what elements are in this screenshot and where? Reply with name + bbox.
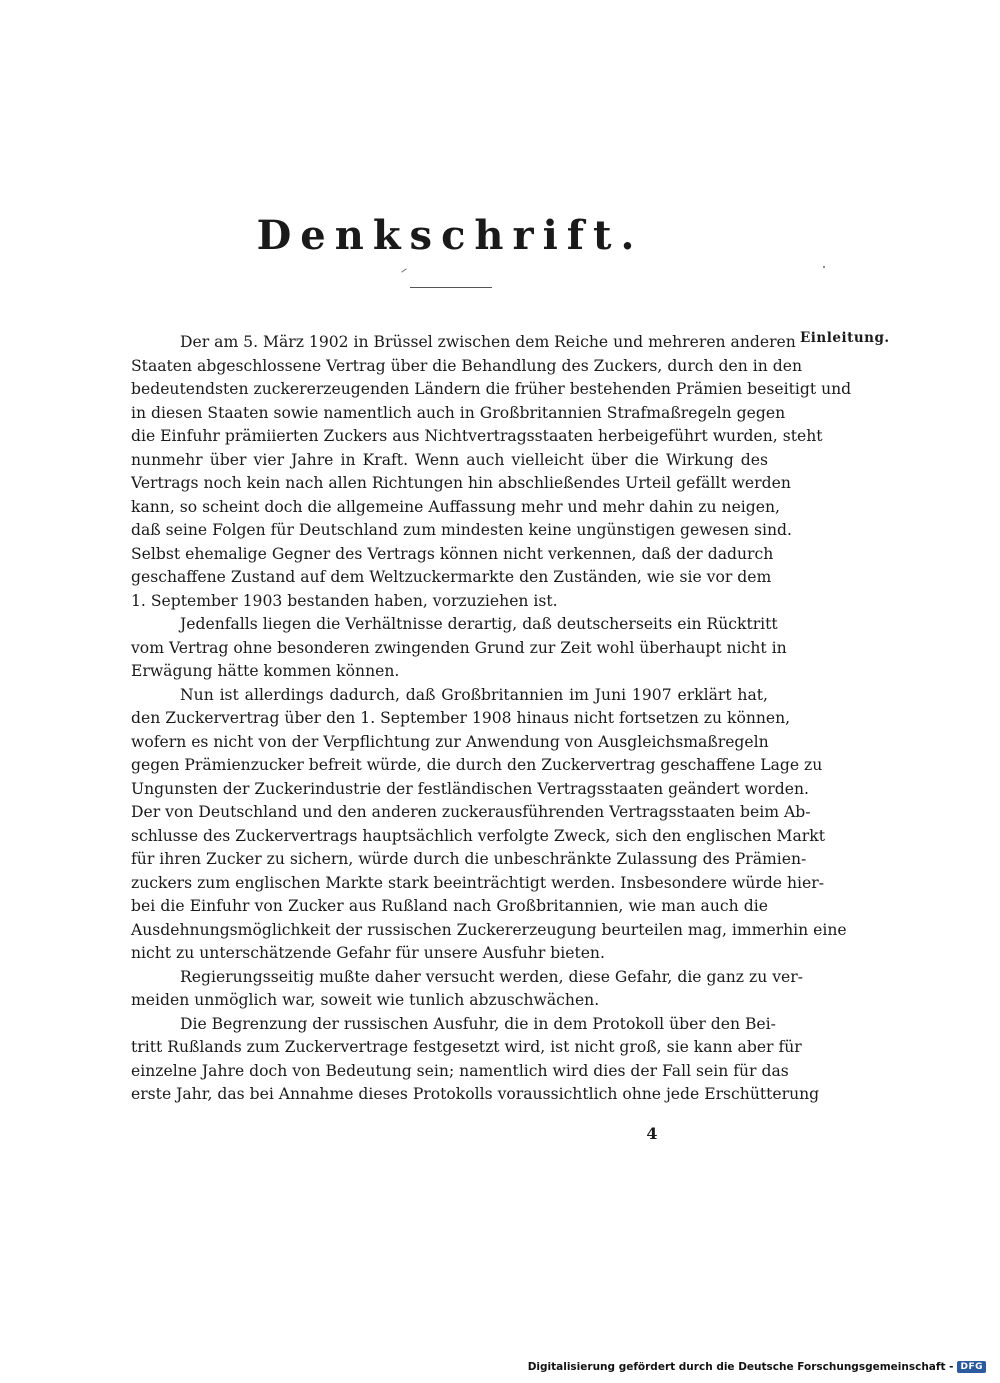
paragraph [131, 613, 787, 684]
text-line: tritt Rußlands zum Zuckervertrage festgesetzt wird, ist nicht groß, sie kann aber für [131, 1038, 802, 1056]
text-line: vom Vertrag ohne besonderen zwingenden Grund zur Zeit wohl überhaupt nicht in [131, 638, 787, 657]
text-line: kann, so scheint doch die allgemeine Auffassung mehr und mehr dahin zu neigen, [131, 497, 780, 516]
text-line: Selbst ehemalige Gegner des Vertrags können nicht verkennen, daß der dadurch [131, 544, 774, 563]
text-line: nicht zu unterschätzende Gefahr für unsere Ausfuhr bieten. [131, 944, 605, 962]
text-line: den Zuckervertrag über den 1. September 1908 hinaus nicht fortsetzen zu können, [131, 709, 791, 727]
text-line: Staaten abgeschlossene Vertrag über die Behandlung des Zuckers, durch den in den [131, 356, 802, 375]
page-number: 4 [646, 1124, 658, 1143]
text-line: Vertrags noch kein nach allen Richtungen hin abschließendes Urteil gefällt werden [131, 474, 791, 492]
text-line: daß seine Folgen für Deutschland zum mindesten keine ungünstigen gewesen sind. [131, 521, 792, 539]
text-line: Die Begrenzung der russischen Ausfuhr, die in dem Protokoll über den Bei- [180, 1014, 776, 1033]
text-line: Jedenfalls liegen die Verhältnisse derartig, daß deutscherseits ein Rücktritt [180, 615, 778, 633]
title-divider [410, 287, 492, 288]
text-line: Der von Deutschland und den anderen zuckerausführenden Vertragsstaaten beim Ab- [131, 803, 811, 821]
footer [528, 1359, 986, 1375]
text-line: 1. September 1903 bestanden haben, vorzuziehen ist. [131, 591, 558, 610]
dfg-logo: DFG [957, 1361, 986, 1373]
footer-text: Digitalisierung gefördert durch die Deutsche Forschungsgemeinschaft - [527, 1361, 954, 1373]
text-line: meiden unmöglich war, soweit wie tunlich abzuschwächen. [131, 991, 600, 1009]
text-line: bedeutendsten zuckererzeugenden Ländern die früher bestehenden Prämien beseitigt und [131, 380, 852, 398]
text-line: in diesen Staaten sowie namentlich auch in Großbritannien Strafmaßregeln gegen [131, 403, 786, 422]
text-line: geschaffene Zustand auf dem Weltzuckermarkte den Zuständen, wie sie vor dem [131, 568, 772, 586]
text-line: bei die Einfuhr von Zucker aus Rußland nach Großbritannien, wie man auch die [131, 897, 768, 915]
text-line: Ausdehnungsmöglichkeit der russischen Zuckererzeugung beurteilen mag, immerhin eine [131, 920, 847, 939]
text-line: erste Jahr, das bei Annahme dieses Protokolls voraussichtlich ohne jede Erschütterung [131, 1085, 820, 1103]
text-line: einzelne Jahre doch von Bedeutung sein; namentlich wird dies der Fall sein für das [131, 1061, 789, 1080]
paragraph [131, 684, 847, 966]
text-line: Ungunsten der Zuckerindustrie der festländischen Vertragsstaaten geändert worden. [131, 779, 809, 798]
page-title: Denkschrift. [256, 212, 644, 259]
text-line: Der am 5. März 1902 in Brüssel zwischen dem Reiche und mehreren anderen [180, 333, 796, 351]
text-line: zuckers zum englischen Markte stark beeinträchtigt werden. Insbesondere würde hier- [131, 873, 824, 892]
text-line: Regierungsseitig mußte daher versucht werden, diese Gefahr, die ganz zu ver- [180, 967, 803, 986]
text-line: die Einfuhr prämiierten Zuckers aus Nichtvertragsstaaten herbeigeführt wurden, steht [131, 427, 823, 445]
text-line: Erwägung hätte kommen können. [131, 662, 400, 680]
paragraph [131, 1013, 820, 1107]
decorative-dot [823, 266, 825, 268]
paragraph [131, 966, 803, 1013]
text-line: wofern es nicht von der Verpflichtung zur Anwendung von Ausgleichsmaßregeln [131, 732, 769, 751]
text-line: gegen Prämienzucker befreit würde, die durch den Zuckervertrag geschaffene Lage zu [131, 756, 823, 774]
margin-note: Einleitung. [800, 330, 890, 346]
text-line: nunmehr über vier Jahre in Kraft. Wenn auch vielleicht über die Wirkung des [131, 450, 768, 469]
text-line: schlusse des Zuckervertrags hauptsächlich verfolgte Zweck, sich den englischen Markt [131, 826, 825, 845]
text-line: Nun ist allerdings dadurch, daß Großbritannien im Juni 1907 erklärt hat, [180, 685, 768, 704]
decorative-tick [401, 268, 406, 272]
text-line: für ihren Zucker zu sichern, würde durch die unbeschränkte Zulassung des Prämien- [131, 850, 807, 868]
